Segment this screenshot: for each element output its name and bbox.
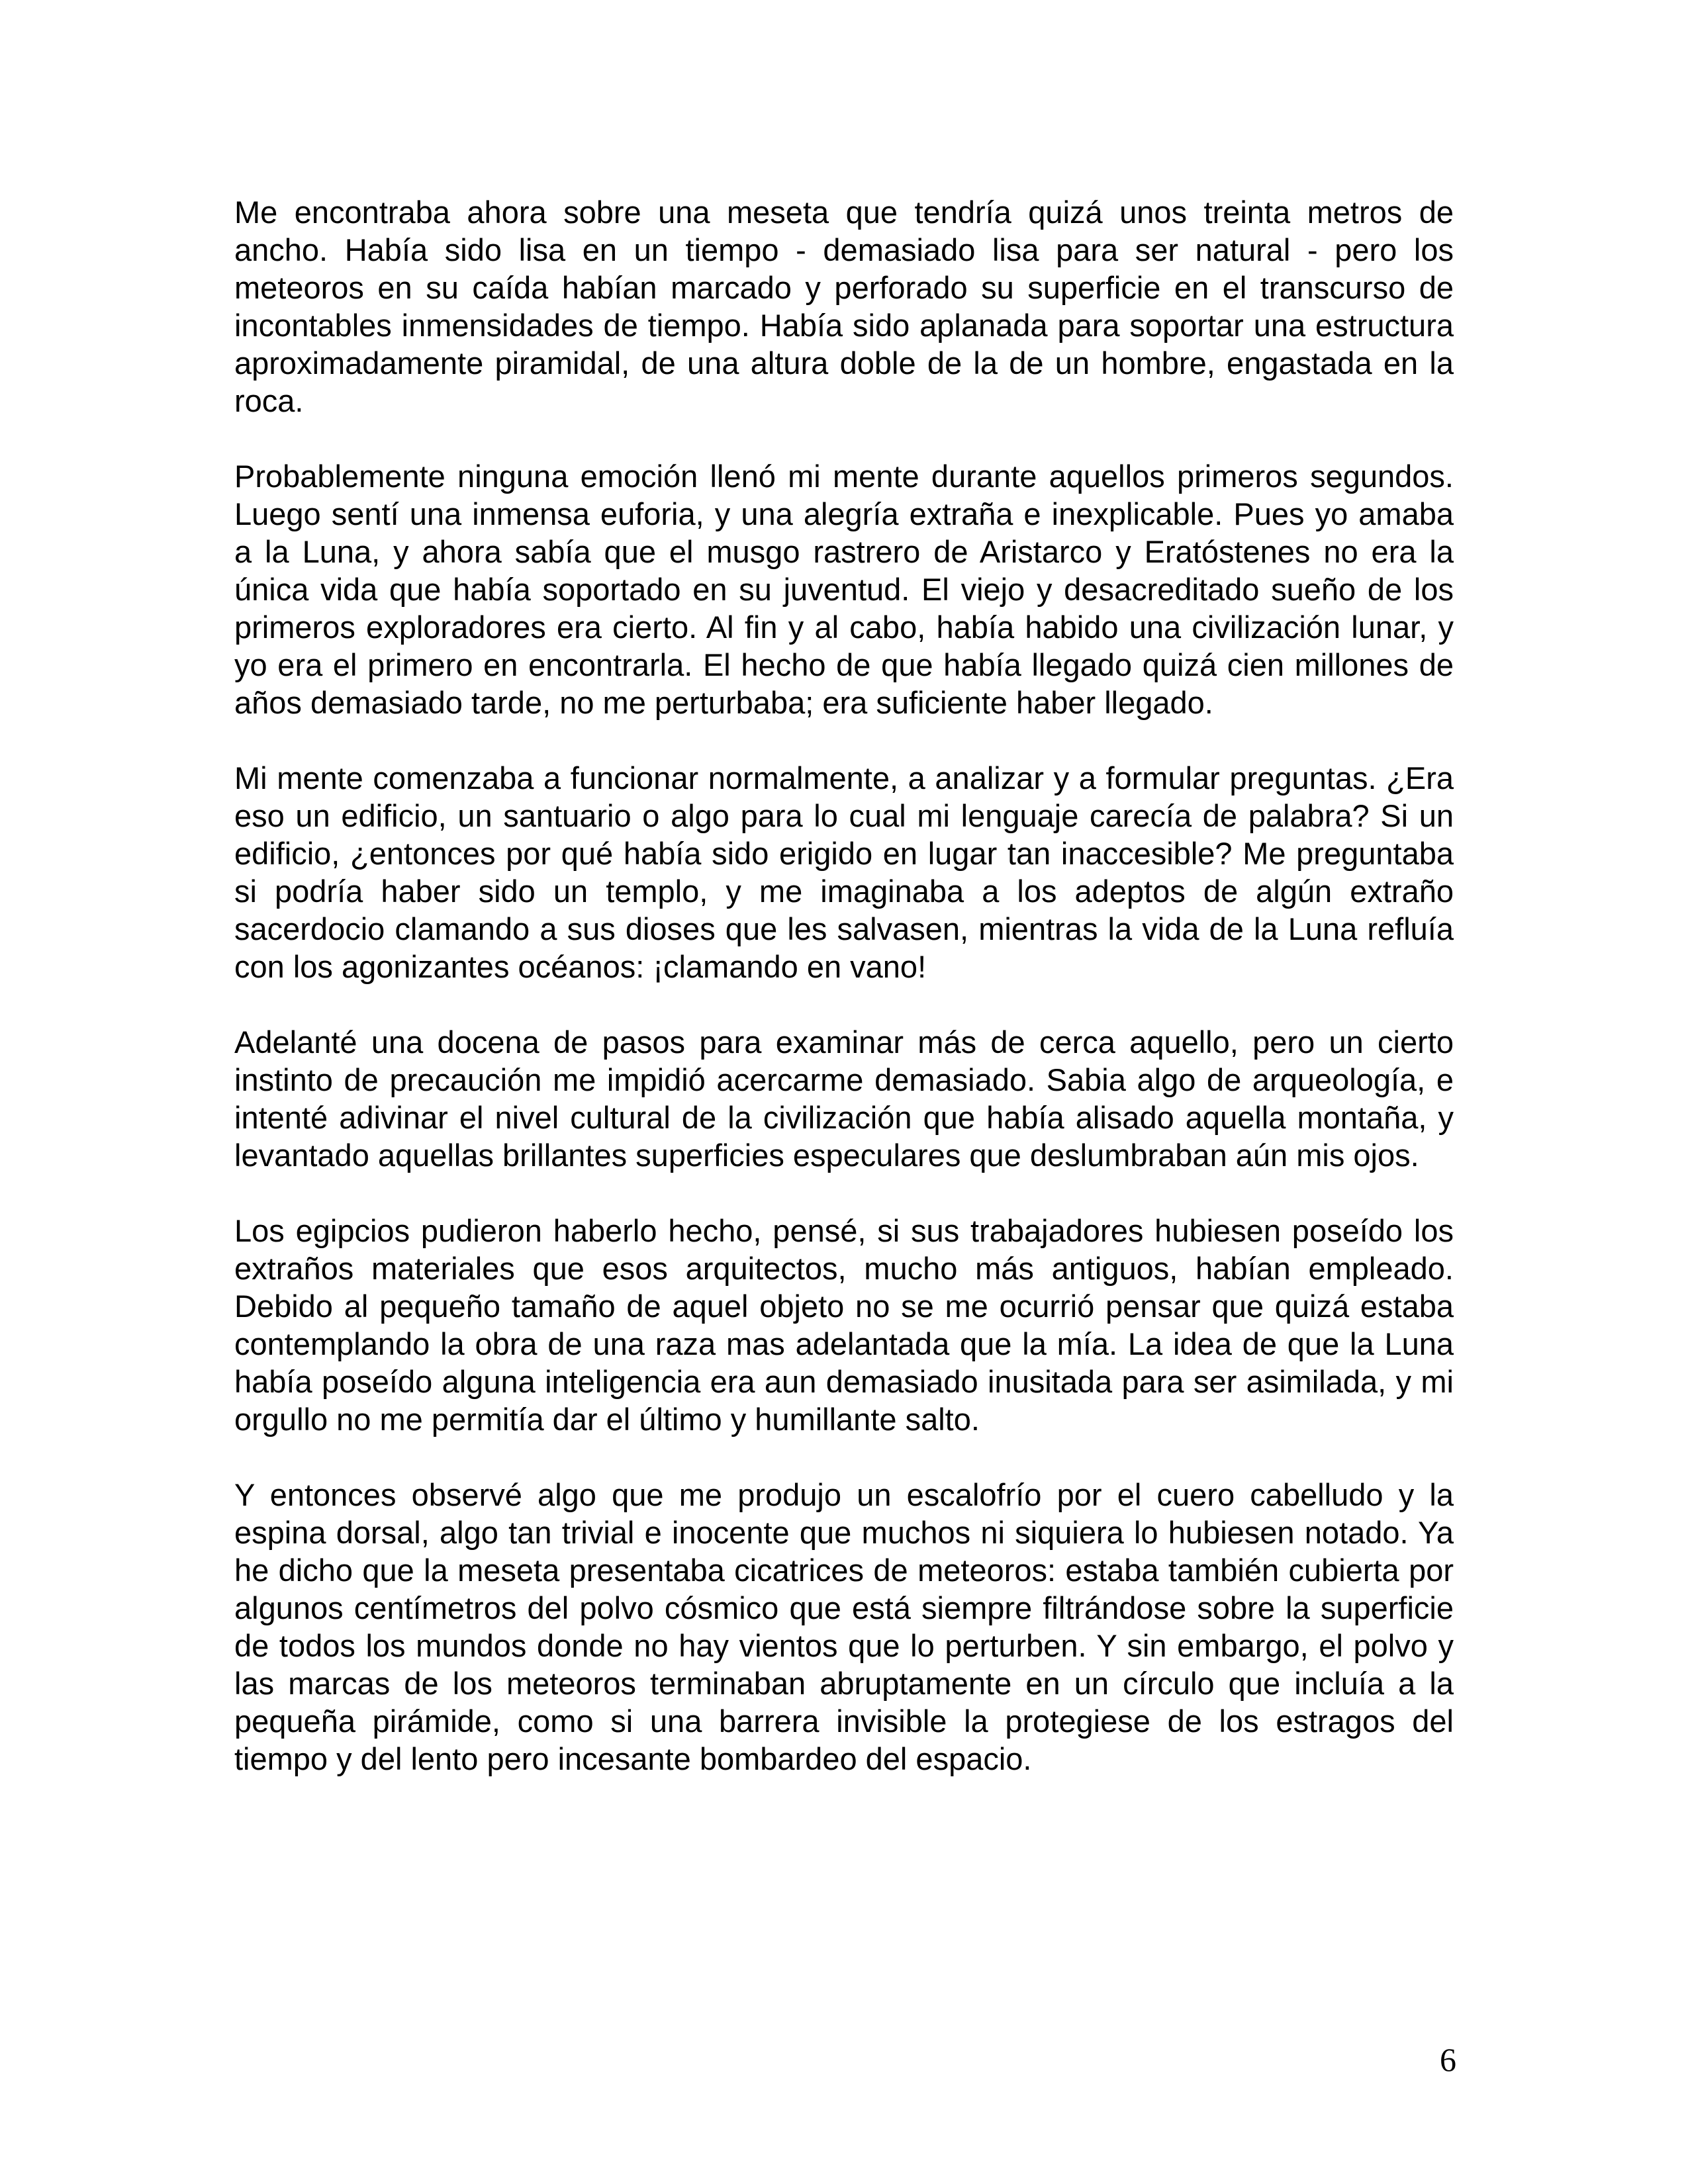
document-body	[234, 193, 1454, 1815]
paragraph-4: Adelanté una docena de pasos para examinar más de cerca aquello, pero un cierto instinto de precaución me impidió acercarme demasiado. Sabia algo de arqueología, e intenté adivinar el nivel cultural de la civilización que había alisado aquella montaña, y levantado aquellas brillantes superficies especulares que deslumbraban aún mis ojos.	[234, 1024, 1454, 1173]
paragraph-3: Mi mente comenzaba a funcionar normalmente, a analizar y a formular preguntas. ¿Era eso un edificio, un santuario o algo para lo cual mi lenguaje carecía de palabra? Si un edificio, ¿entonces por qué había sido erigido en lugar tan inaccesible? Me preguntaba si podría haber sido un templo, y me imaginaba a los adeptos de algún extraño sacerdocio clamando a sus dioses que les salvasen, mientras la vida de la Luna refluía con los agonizantes océanos: ¡clamando en vano!	[234, 760, 1454, 984]
paragraph-5: Los egipcios pudieron haberlo hecho, pensé, si sus trabajadores hubiesen poseído los extraños materiales que esos arquitectos, mucho más antiguos, habían empleado. Debido al pequeño tamaño de aquel objeto no se me ocurrió pensar que quizá estaba contemplando la obra de una raza mas adelantada que la mía. La idea de que la Luna había poseído alguna inteligencia era aun demasiado inusitada para ser asimilada, y mi orgullo no me permitía dar el último y humillante salto.	[234, 1213, 1454, 1437]
paragraph-1: Me encontraba ahora sobre una meseta que tendría quizá unos treinta metros de ancho. Había sido lisa en un tiempo - demasiado lisa para ser natural - pero los meteoros en su caída habían marcado y perforado su superficie en el transcurso de incontables inmensidades de tiempo. Había sido aplanada para soportar una estructura aproximadamente piramidal, de una altura doble de la de un hombre, engastada en la roca.	[234, 195, 1454, 418]
paragraph-2: Probablemente ninguna emoción llenó mi mente durante aquellos primeros segundos. Luego sentí una inmensa euforia, y una alegría extraña e inexplicable. Pues yo amaba a la Luna, y ahora sabía que el musgo rastrero de Aristarco y Eratóstenes no era la única vida que había soportado en su juventud. El viejo y desacreditado sueño de los primeros exploradores era cierto. Al fin y al cabo, había habido una civilización lunar, y yo era el primero en encontrarla. El hecho de que había llegado quizá cien millones de años demasiado tarde, no me perturbaba; era suficiente haber llegado.	[234, 459, 1454, 720]
page-number: 6	[1440, 2041, 1456, 2078]
paragraph-6: Y entonces observé algo que me produjo un escalofrío por el cuero cabelludo y la espina dorsal, algo tan trivial e inocente que muchos ni siquiera lo hubiesen notado. Ya he dicho que la meseta presentaba cicatrices de meteoros: estaba también cubierta por algunos centímetros del polvo cósmico que está siempre filtrándose sobre la superficie de todos los mundos donde no hay vientos que lo perturben. Y sin embargo, el polvo y las marcas de los meteoros terminaban abruptamente en un círculo que incluía a la pequeña pirámide, como si una barrera invisible la protegiese de los estragos del tiempo y del lento pero incesante bombardeo del espacio.	[234, 1477, 1454, 1776]
